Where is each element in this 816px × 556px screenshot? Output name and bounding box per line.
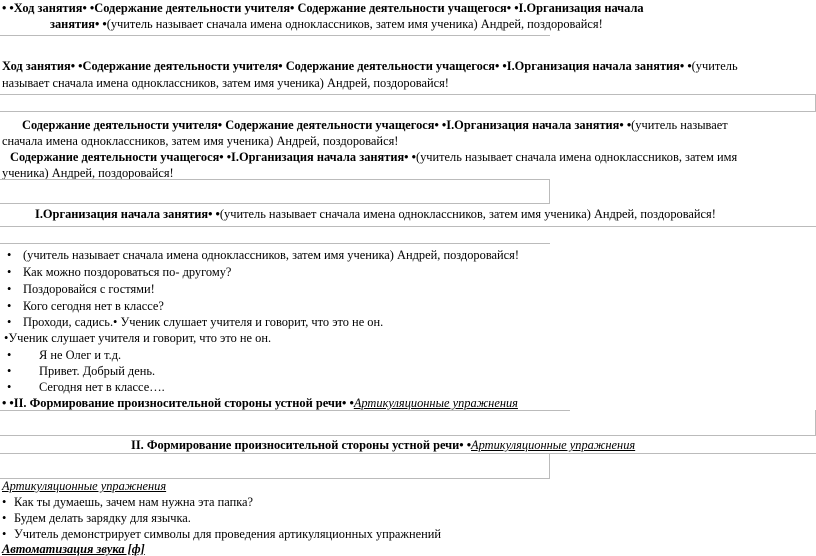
- section2b-heading: [131, 438, 635, 452]
- list-item: [7, 364, 155, 378]
- block4-line1: [10, 150, 737, 164]
- divider: [0, 410, 570, 411]
- artic-heading: Артикуляционные упражнения: [2, 479, 167, 493]
- block4-line1-text: (учитель называет сначала имена одноклассников, затем имя: [415, 150, 738, 164]
- bullet-icon: •: [7, 348, 12, 362]
- bullet-icon: •: [7, 380, 12, 394]
- list-item: [7, 265, 231, 279]
- list-item-text: Учитель демонстрирует символы для проведения артикуляционных упражнений: [14, 527, 441, 541]
- section2b-bold: II. Формирование произносительной стороны устной речи• •: [131, 438, 472, 452]
- block5-line: [35, 207, 716, 221]
- block2-line1: [2, 59, 738, 73]
- divider: [549, 179, 550, 203]
- bullet-icon: •: [2, 511, 7, 525]
- block3-line1-bold: Содержание деятельности учителя• Содержание деятельности учащегося• •I.Организация начала занятия• •: [22, 118, 632, 132]
- list-item: [2, 495, 253, 509]
- list-item-text: Сегодня нет в классе….: [39, 380, 165, 394]
- block2-line1-text: (учитель: [691, 59, 738, 73]
- list-item: [7, 315, 383, 329]
- block4-line1-bold: Содержание деятельности учащегося• •I.Организация начала занятия• •: [10, 150, 416, 164]
- block3-line1: [22, 118, 728, 132]
- divider: [0, 435, 816, 436]
- bullet-icon: •: [7, 299, 12, 313]
- section2-italic: Артикуляционные упражнения: [353, 396, 518, 410]
- list-item-text: (учитель называет сначала имена одноклассников, затем имя ученика) Андрей, поздоровайся!: [23, 248, 519, 262]
- block3-line1-text: (учитель называет: [631, 118, 728, 132]
- list-item: [2, 527, 441, 541]
- list-item-text: Проходи, садись.• Ученик слушает учителя и говорит, что это не он.: [23, 315, 384, 329]
- block1-line2: [50, 17, 603, 31]
- divider: [0, 179, 550, 180]
- block1-line1: • •Ход занятия• •Содержание деятельности учителя• Содержание деятельности учащегося• •I.Организация начала: [2, 1, 644, 15]
- block5-bold: I.Организация начала занятия• •: [35, 207, 220, 221]
- final-heading: Автоматизация звука [ф]: [2, 542, 145, 556]
- block1-line2-text: (учитель называет сначала имена одноклассников, затем имя ученика) Андрей, поздоровайся!: [106, 17, 603, 31]
- bullet-icon: •: [7, 248, 12, 262]
- divider: [0, 226, 816, 227]
- list-item-text: Привет. Добрый день.: [39, 364, 156, 378]
- block2-line2: называет сначала имена одноклассников, затем имя ученика) Андрей, поздоровайся!: [2, 76, 449, 90]
- divider: [0, 453, 816, 454]
- divider: [0, 243, 550, 244]
- bullet-icon: •: [7, 282, 12, 296]
- list-item-text: Как можно поздороваться по- другому?: [23, 265, 232, 279]
- list-item-text: Как ты думаешь, зачем нам нужна эта папка?: [14, 495, 254, 509]
- section2-heading: [2, 396, 518, 410]
- list-item: [7, 380, 165, 394]
- divider: [0, 203, 550, 204]
- block1-line2-bold: занятия• •: [50, 17, 107, 31]
- list-item-text: Поздоровайся с гостями!: [23, 282, 155, 296]
- list-item: [7, 299, 164, 313]
- student-line: •Ученик слушает учителя и говорит, что это не он.: [4, 331, 272, 345]
- bullet-icon: •: [7, 265, 12, 279]
- list-item-text: Я не Олег и т.д.: [39, 348, 122, 362]
- block4-line2: ученика) Андрей, поздоровайся!: [2, 166, 174, 180]
- bullet-icon: •: [2, 495, 7, 509]
- block2-line1-bold: Ход занятия• •Содержание деятельности учителя• Содержание деятельности учащегося• •I.Организация начала занятия• •: [2, 59, 692, 73]
- block5-text: (учитель называет сначала имена одноклассников, затем имя ученика) Андрей, поздоровайся!: [219, 207, 716, 221]
- bullet-icon: •: [2, 527, 7, 541]
- bullet-icon: •: [7, 315, 12, 329]
- list-item-text: Кого сегодня нет в классе?: [23, 299, 164, 313]
- section2b-italic: Артикуляционные упражнения: [471, 438, 636, 452]
- list-item: [2, 511, 191, 525]
- block3-line2: сначала имена одноклассников, затем имя ученика) Андрей, поздоровайся!: [2, 134, 399, 148]
- list-item: [7, 282, 155, 296]
- bullet-icon: •: [7, 364, 12, 378]
- divider: [0, 35, 550, 36]
- list-item: [7, 348, 121, 362]
- divider: [0, 94, 816, 95]
- section2-bold: • •II. Формирование произносительной стороны устной речи• •: [2, 396, 354, 410]
- divider: [0, 111, 816, 112]
- divider: [549, 453, 550, 478]
- list-item: [7, 248, 519, 262]
- list-item-text: Будем делать зарядку для язычка.: [14, 511, 191, 525]
